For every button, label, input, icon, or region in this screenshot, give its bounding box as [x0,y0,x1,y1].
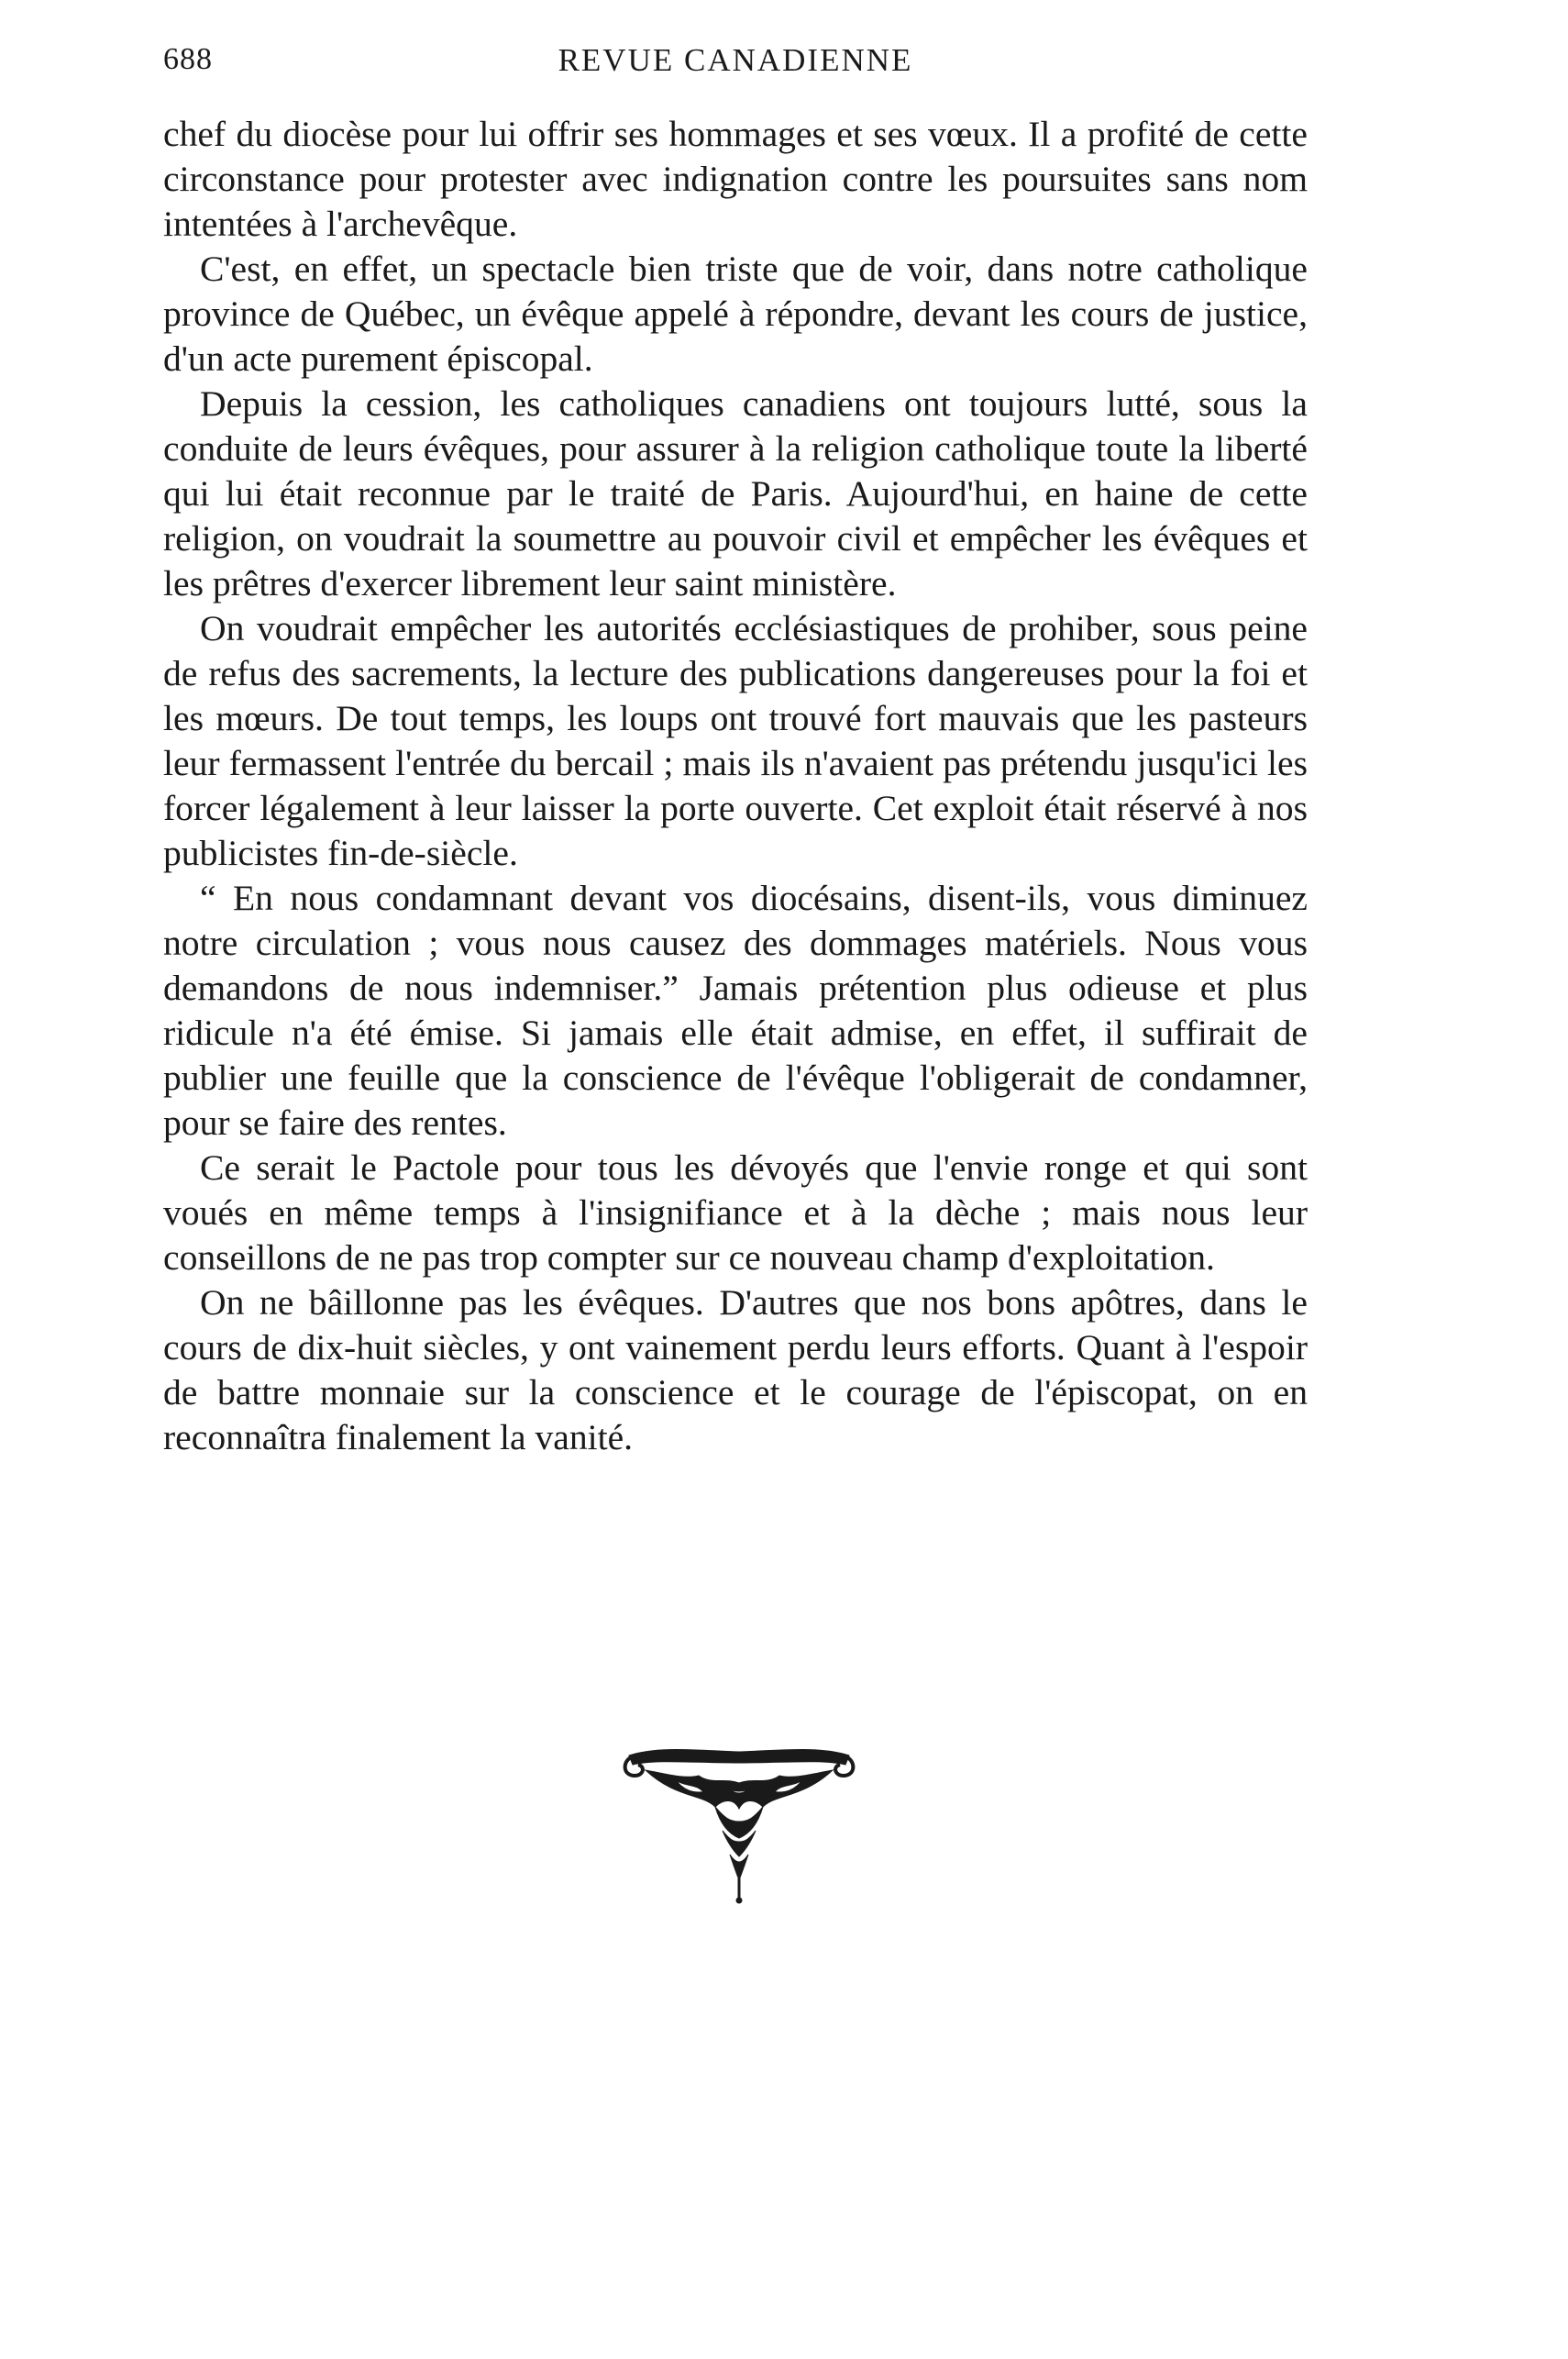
running-head: REVUE CANADIENNE [558,42,913,78]
paragraph: On voudrait empêcher les autorités ecclésiastiques de prohiber, sous peine de refus des sacrements, la lecture des publications dangereuses pour la foi et les mœurs. De tout temps, les loups ont trouvé fort mauvais que les pasteurs leur fermassent l'entrée du bercail ; mais ils n'avaient pas prétendu jusqu'ici les forcer légalement à leur laisser la porte ouverte. Cet exploit était réservé à nos publicistes fin-de-siècle. [163,608,1308,873]
paragraph: On ne bâillonne pas les évêques. D'autres que nos bons apôtres, dans le cours de dix-huit siècles, y ont vainement perdu leurs efforts. Quant à l'espoir de battre monnaie sur la conscience et le courage de l'épiscopat, on en reconnaîtra finalement la vanité. [163,1282,1308,1457]
tailpiece-ornament-icon [620,1743,858,1908]
page-number: 688 [163,42,213,76]
paragraph: Depuis la cession, les catholiques canadiens ont toujours lutté, sous la conduite de leurs évêques, pour assurer à la religion catholique toute la liberté qui lui était reconnue par le traité de Paris. Aujourd'hui, en haine de cette religion, on voudrait la soumettre au pouvoir civil et empêcher les évêques et les prêtres d'exercer librement leur saint ministère. [163,383,1308,604]
page-header [163,42,1308,94]
paragraph: chef du diocèse pour lui offrir ses hommages et ses vœux. Il a profité de cette circonstance pour protester avec indignation contre les poursuites sans nom intentées à l'archevêque. [163,114,1308,244]
paragraph: Ce serait le Pactole pour tous les dévoyés que l'envie ronge et qui sont voués en même temps à l'insignifiance et à la dèche ; mais nous leur conseillons de ne pas trop compter sur ce nouveau champ d'exploitation. [163,1147,1308,1278]
paragraph: C'est, en effet, un spectacle bien triste que de voir, dans notre catholique province de Québec, un évêque appelé à répondre, devant les cours de justice, d'un acte purement épiscopal. [163,249,1308,379]
paragraph: “ En nous condamnant devant vos diocésains, disent-ils, vous diminuez notre circulation ; vous nous causez des dommages matériels. Nous vous demandons de nous indemniser.” Jamais prétention plus odieuse et plus ridicule n'a été émise. Si jamais elle était admise, en effet, il suffirait de publier une feuille que la conscience de l'évêque l'obligerait de condamner, pour se faire des rentes. [163,878,1308,1143]
body-text [163,112,1308,1460]
